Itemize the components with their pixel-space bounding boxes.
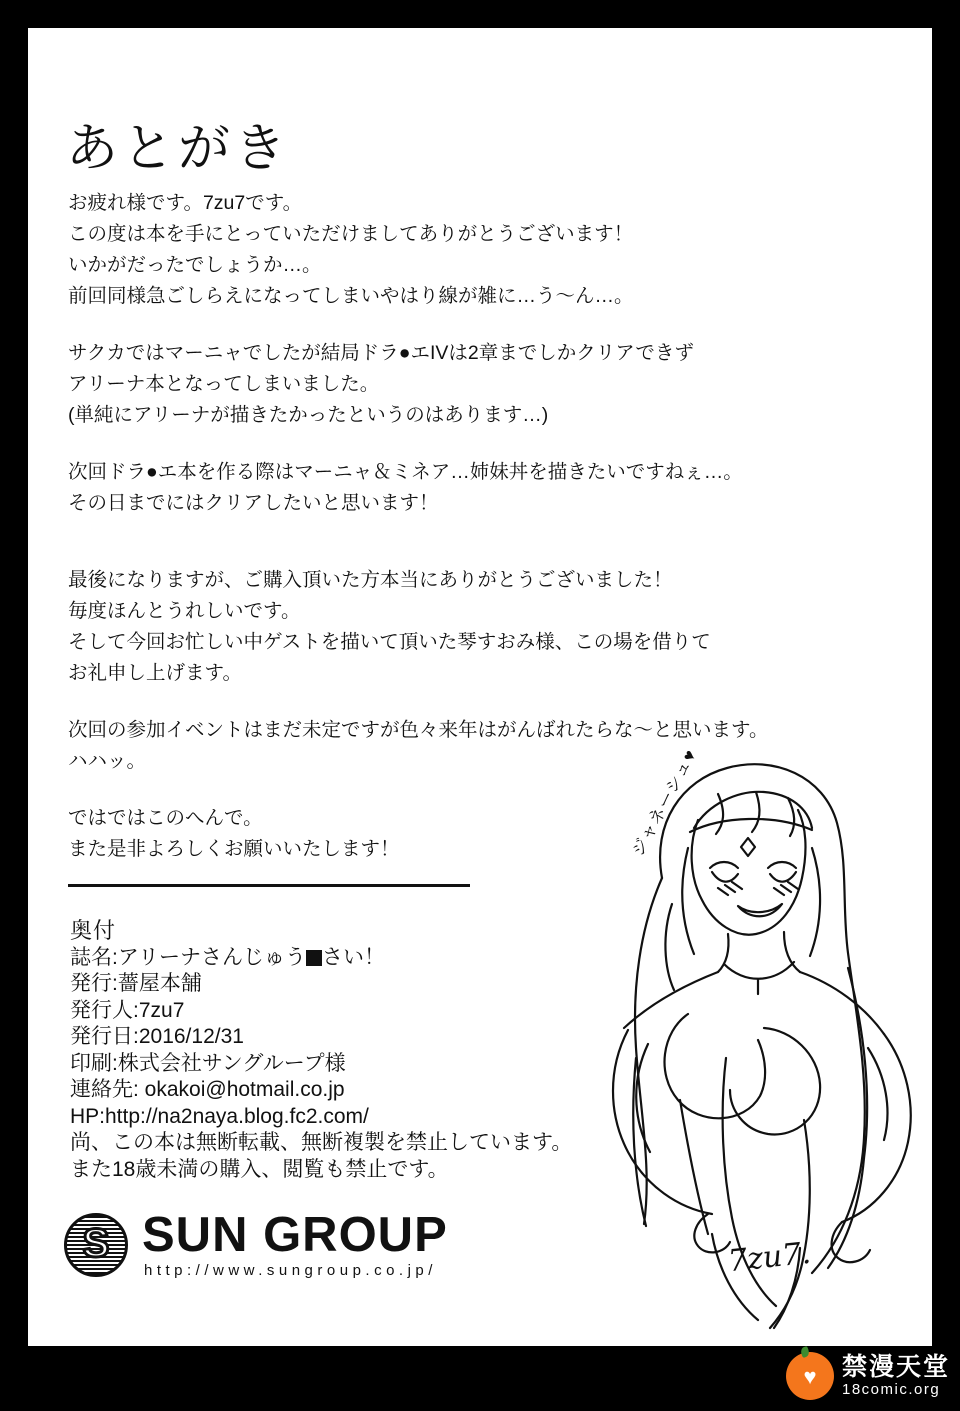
text-line: 毎度ほんとうれしいです。 bbox=[68, 600, 301, 622]
colophon-line: 発行日:2016/12/31 bbox=[70, 1025, 244, 1048]
paragraph-5 bbox=[68, 715, 848, 777]
redaction-block bbox=[306, 950, 322, 966]
publisher-logo-text bbox=[142, 1210, 448, 1279]
text-line: ではではこのへんで。 bbox=[68, 807, 263, 829]
colophon-heading: 奥付 bbox=[70, 918, 117, 943]
paragraph-3 bbox=[68, 457, 848, 519]
heart-icon: ♥ bbox=[803, 1363, 817, 1389]
text-line: この度は本を手にとっていただけましてありがとうございます！ bbox=[68, 223, 634, 245]
paragraph-2 bbox=[68, 338, 848, 431]
text-line: また是非よろしくお願いいたします！ bbox=[68, 838, 400, 860]
colophon-contact-line: 連絡先: okakoi@hotmail.co.jp bbox=[70, 1078, 345, 1101]
publisher-name: SUN GROUP bbox=[142, 1208, 448, 1262]
text-line: お疲れ様です。7zu7です。 bbox=[68, 192, 303, 214]
section-divider bbox=[68, 884, 470, 887]
illustration-note: ジャネーシュ♥ bbox=[628, 746, 701, 860]
paragraph-4 bbox=[68, 565, 848, 689]
text-line: (単純にアリーナが描きたかったというのはあります…) bbox=[68, 404, 549, 426]
colophon-line: 尚、この本は無断転載、無断複製を禁止しています。 bbox=[70, 1131, 573, 1154]
colophon-hp-line: HP:http://na2naya.blog.fc2.com/ bbox=[70, 1104, 369, 1128]
watermark-logo-icon bbox=[786, 1352, 834, 1400]
page-title: あとがき bbox=[66, 120, 291, 178]
publisher-logo bbox=[64, 1210, 448, 1279]
colophon-title-line: 誌名:アリーナさんじゅう さい！ bbox=[70, 945, 385, 969]
colophon-line: 印刷:株式会社サングループ様 bbox=[70, 1051, 346, 1075]
watermark-text bbox=[842, 1354, 950, 1398]
colophon-line: また18歳未満の購入、閲覧も禁止です。 bbox=[70, 1157, 449, 1181]
text-line: そして今回お忙しい中ゲストを描いて頂いた琴すおみ様、この場を借りて bbox=[68, 631, 711, 653]
colophon-line: 発行:薔屋本舗 bbox=[70, 972, 202, 995]
paragraph-1 bbox=[68, 188, 848, 312]
text-line: 前回同様急ごしらえになってしまいやはり線が雑に…う～ん…。 bbox=[68, 285, 634, 307]
text-line: ハハッ。 bbox=[68, 750, 147, 772]
paragraph-6 bbox=[68, 803, 848, 865]
watermark-site-url: 18comic.org bbox=[841, 1381, 941, 1398]
text-line: お礼申し上げます。 bbox=[68, 662, 242, 684]
text-line: 最後になりますが、ご購入頂いた方本当にありがとうございました！ bbox=[68, 569, 673, 591]
text-line: 次回の参加イベントはまだ未定ですが色々来年はがんばれたらな～と思います。 bbox=[68, 719, 769, 741]
sun-group-logo-icon bbox=[64, 1213, 128, 1277]
text-line: サクカではマーニャでしたが結局ドラ●エIVは2章までしかクリアできず bbox=[68, 342, 694, 364]
text-line: 次回ドラ●エ本を作る際はマーニャ＆ミネア…姉妹丼を描きたいですねぇ…。 bbox=[68, 461, 743, 483]
afterword-body bbox=[68, 188, 848, 865]
text-line: その日までにはクリアしたいと思います！ bbox=[68, 492, 439, 514]
watermark-site-name: 禁漫天堂 bbox=[841, 1353, 950, 1381]
artist-signature: 7zu7. bbox=[726, 1235, 813, 1280]
colophon-line: 発行人:7zu7 bbox=[70, 998, 185, 1022]
page-paper bbox=[28, 28, 932, 1346]
text-line: いかがだったでしょうか…。 bbox=[68, 254, 322, 276]
publisher-url: http://www.sungroup.co.jp/ bbox=[144, 1262, 437, 1279]
site-watermark bbox=[786, 1347, 950, 1405]
text-line: アリーナ本となってしまいました。 bbox=[68, 373, 380, 395]
colophon-block bbox=[70, 918, 572, 1183]
